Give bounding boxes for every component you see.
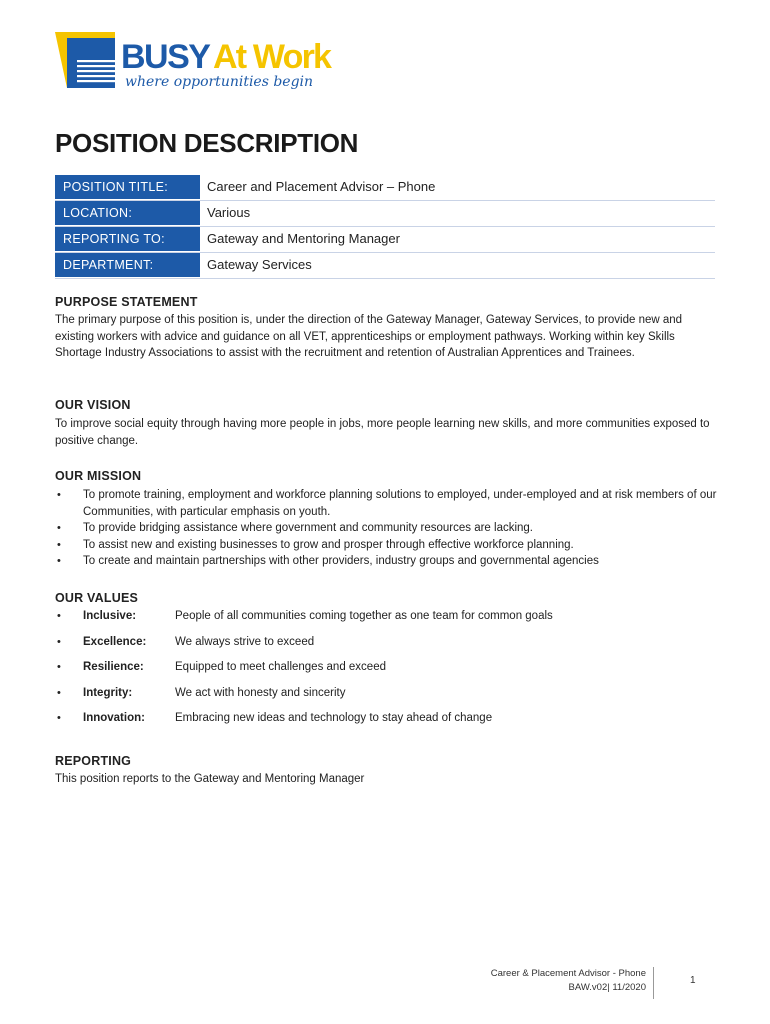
info-row-reporting-to <box>55 227 715 253</box>
info-value: Various <box>207 205 251 220</box>
logo-text-at-work: At Work <box>213 38 331 76</box>
values-list <box>55 608 720 736</box>
page-number: 1 <box>690 975 696 986</box>
bullet-icon: • <box>57 522 61 534</box>
value-description: Equipped to meet challenges and exceed <box>175 661 386 673</box>
reporting-text: This position reports to the Gateway and Mentoring Manager <box>55 773 365 785</box>
page-title: POSITION DESCRIPTION <box>55 128 359 158</box>
value-item <box>55 634 720 660</box>
info-value: Career and Placement Advisor – Phone <box>207 179 436 194</box>
mission-item-text: To provide bridging assistance where government and community resources are lacking. <box>83 522 534 534</box>
company-logo <box>55 30 345 100</box>
bullet-icon: • <box>57 489 61 501</box>
value-description: People of all communities coming together as one team for common goals <box>175 610 553 622</box>
value-description: Embracing new ideas and technology to stay ahead of change <box>175 712 493 724</box>
list-item <box>55 487 720 520</box>
bullet-icon: • <box>57 635 61 648</box>
page-footer <box>420 967 710 999</box>
bullet-icon: • <box>57 555 61 567</box>
info-row-department <box>55 253 715 279</box>
info-row-position-title <box>55 175 715 201</box>
value-description: We act with honesty and sincerity <box>175 686 346 699</box>
footer-text <box>491 967 646 995</box>
value-name: Resilience: <box>83 661 144 673</box>
value-item <box>55 710 720 736</box>
position-info-table <box>55 175 715 279</box>
value-name: Innovation: <box>83 712 145 724</box>
info-row-location <box>55 201 715 227</box>
value-item <box>55 685 720 711</box>
bullet-icon: • <box>57 661 61 673</box>
reporting-heading: REPORTING <box>55 754 132 768</box>
value-name: Integrity: <box>83 686 133 699</box>
value-name: Inclusive: <box>83 610 137 622</box>
mission-item-text: To promote training, employment and workforce planning solutions to employed, under-employed and at risk members of our Communities, with particular emphasis on youth. <box>83 489 717 518</box>
busy-at-work-logo-graphic <box>55 30 345 100</box>
purpose-text: The primary purpose of this position is, under the direction of the Gateway Manager, Gateway Services, to provide new and existing workers with advice and guidance on all VET, apprenticeships or employment pathways. Working within key Skills Shortage Industry Associations to assist with the recruitment and retention of Australian Apprentices and Trainees. <box>55 314 683 359</box>
value-name: Excellence: <box>83 635 147 648</box>
info-label: POSITION TITLE: <box>55 175 200 200</box>
purpose-heading: PURPOSE STATEMENT <box>55 295 198 309</box>
value-description: We always strive to exceed <box>175 635 315 648</box>
list-item <box>55 553 720 570</box>
info-label: DEPARTMENT: <box>55 253 200 278</box>
footer-version: BAW.v02| 11/2020 <box>568 982 646 993</box>
bullet-icon: • <box>57 712 61 724</box>
mission-item-text: To assist new and existing businesses to grow and prosper through effective workforce planning. <box>83 538 574 551</box>
value-item <box>55 659 720 685</box>
list-item <box>55 537 720 554</box>
mission-heading: OUR MISSION <box>55 469 142 483</box>
mission-item-text: To create and maintain partnerships with other providers, industry groups and governmental agencies <box>83 555 599 567</box>
logo-text-busy: BUSY <box>121 38 210 76</box>
vision-text: To improve social equity through having more people in jobs, more people learning new skills, and more communities exposed to positive change. <box>55 418 710 447</box>
info-value: Gateway Services <box>207 257 312 272</box>
logo-tagline: where opportunities begin <box>125 74 314 90</box>
footer-doc-title: Career & Placement Advisor - Phone <box>490 968 646 979</box>
bullet-icon: • <box>57 610 61 622</box>
values-heading: OUR VALUES <box>55 591 139 605</box>
bullet-icon: • <box>57 538 61 551</box>
value-item <box>55 608 720 634</box>
vision-heading: OUR VISION <box>55 398 131 412</box>
info-value: Gateway and Mentoring Manager <box>207 231 400 246</box>
info-label: LOCATION: <box>55 201 200 226</box>
footer-divider <box>653 967 654 999</box>
list-item <box>55 520 720 537</box>
mission-list <box>55 487 720 570</box>
info-label: REPORTING TO: <box>55 227 200 252</box>
bullet-icon: • <box>57 686 61 699</box>
